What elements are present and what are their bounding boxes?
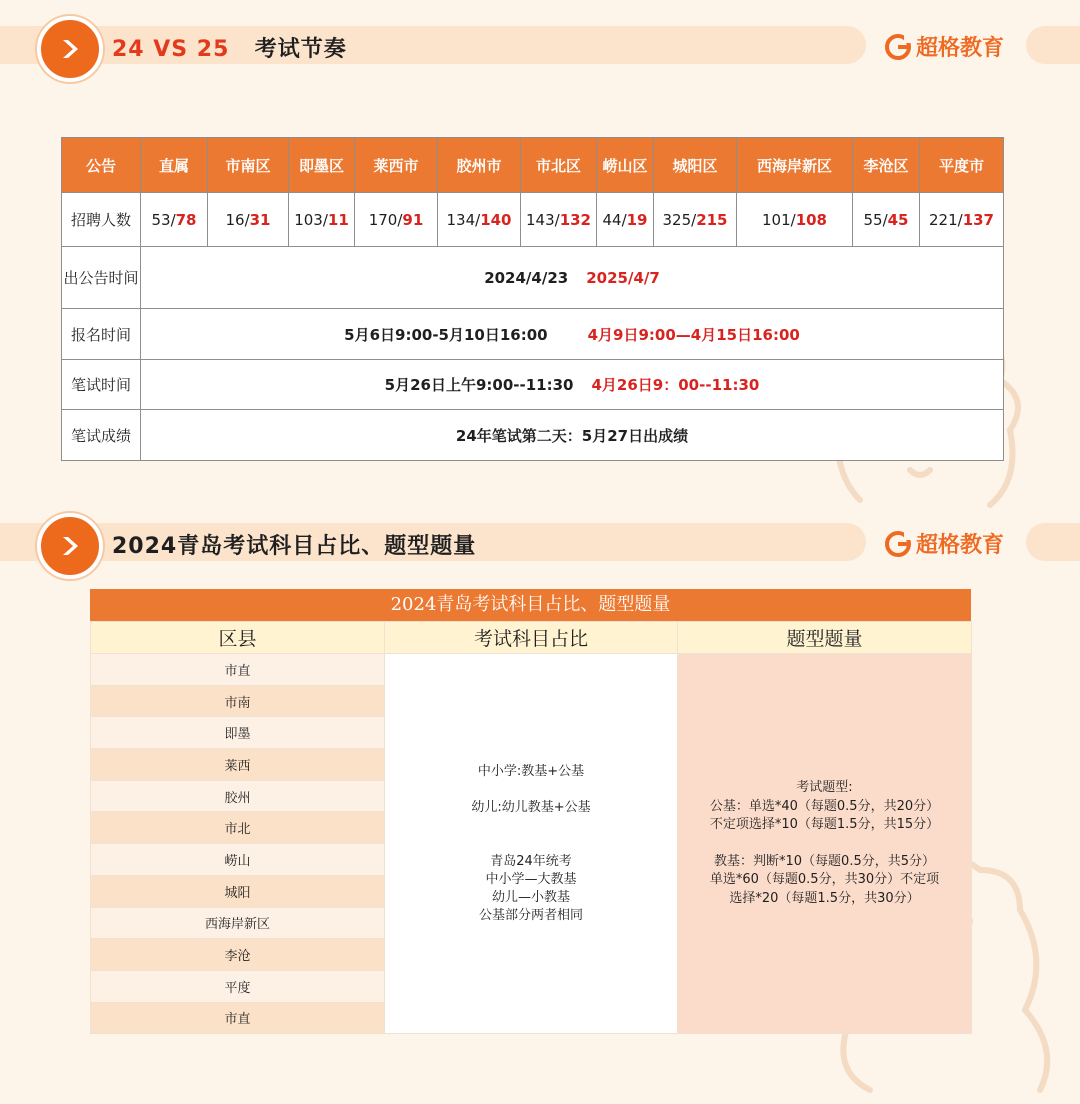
count-2025: 19 <box>626 210 648 229</box>
count-2024: 55/ <box>863 210 888 229</box>
header-cell: 题型题量 <box>678 622 972 654</box>
district-cell: 市直 <box>91 1002 385 1034</box>
count-2024: 44/ <box>602 210 627 229</box>
chevron-right-icon <box>37 16 103 82</box>
header-cell: 平度市 <box>920 138 1004 193</box>
count-2024: 143/ <box>526 210 560 229</box>
section1-title-vs: 24 VS 25 <box>112 37 230 62</box>
district-cell: 市北 <box>91 812 385 844</box>
row-label: 出公告时间 <box>62 247 141 309</box>
signup-time-cell <box>141 309 1004 360</box>
recruit-count-row <box>62 193 1004 247</box>
subject-line: 公基部分两者相同 <box>478 907 583 923</box>
count-cell <box>597 193 654 247</box>
subject-line: 青岛24年统考 <box>490 853 572 869</box>
section2-header-tail <box>1026 523 1080 561</box>
count-2024: 170/ <box>368 210 403 229</box>
count-2025: 91 <box>402 210 424 229</box>
exam-time-cell <box>141 360 1004 410</box>
brand-g-icon <box>884 33 912 61</box>
header-cell: 即墨区 <box>289 138 355 193</box>
count-2024: 325/ <box>662 210 697 229</box>
score-cell: 24年笔试第二天：5月27日出成绩 <box>141 410 1004 461</box>
header-cell: 莱西市 <box>355 138 438 193</box>
count-cell <box>438 193 521 247</box>
exam-rhythm-table <box>61 137 1004 461</box>
brand-name: 超格教育 <box>916 533 1005 558</box>
header-cell: 区县 <box>91 622 385 654</box>
count-2025: 137 <box>962 210 994 229</box>
brand-name: 超格教育 <box>916 36 1005 61</box>
count-cell <box>920 193 1004 247</box>
header-cell: 直属 <box>141 138 208 193</box>
count-cell <box>355 193 438 247</box>
district-cell: 李沧 <box>91 939 385 971</box>
signup-2024: 5月6日9:00-5月10日16:00 <box>344 325 548 344</box>
row-label: 笔试时间 <box>62 360 141 410</box>
header-cell: 城阳区 <box>654 138 737 193</box>
count-2025: 78 <box>175 210 197 229</box>
count-2025: 31 <box>249 210 271 229</box>
district-cell: 崂山 <box>91 844 385 876</box>
district-cell: 胶州 <box>91 780 385 812</box>
district-cell: 平度 <box>91 970 385 1002</box>
signup-2025: 4月9日9:00—4月15日16:00 <box>587 325 800 344</box>
header-cell: 李沧区 <box>853 138 920 193</box>
row-label: 笔试成绩 <box>62 410 141 461</box>
type-line: 单选*60（每题0.5分，共30分）不定项 <box>709 872 940 888</box>
header-cell: 崂山区 <box>597 138 654 193</box>
count-2024: 221/ <box>929 210 963 229</box>
question-type-cell <box>678 654 972 1034</box>
announce-2025: 2025/4/7 <box>586 268 660 287</box>
exam-2025: 4月26日9：00--11:30 <box>591 376 760 394</box>
header-cell: 胶州市 <box>438 138 521 193</box>
section1-title-text: 考试节奏 <box>254 37 347 62</box>
table-row <box>91 654 972 686</box>
subject-line: 中小学:教基+公基 <box>477 763 585 779</box>
row-label: 报名时间 <box>62 309 141 360</box>
count-cell <box>654 193 737 247</box>
count-cell <box>853 193 920 247</box>
table2-title: 2024青岛考试科目占比、题型题量 <box>90 589 971 621</box>
district-cell: 西海岸新区 <box>91 907 385 939</box>
header-cell: 市南区 <box>208 138 289 193</box>
type-line: 教基：判断*10（每题0.5分，共5分） <box>714 853 935 869</box>
subject-line: 中小学—大教基 <box>485 871 577 887</box>
type-line: 选择*20（每题1.5分，共30分） <box>729 890 920 906</box>
count-2024: 101/ <box>762 210 796 229</box>
section1-title <box>112 32 347 63</box>
count-2025: 140 <box>480 210 512 229</box>
count-2025: 132 <box>559 210 591 229</box>
district-cell: 即墨 <box>91 717 385 749</box>
count-cell <box>208 193 289 247</box>
table1-header-row <box>62 138 1004 193</box>
brand-g-icon <box>884 530 912 558</box>
announce-2024: 2024/4/23 <box>484 268 569 287</box>
section2-title: 2024青岛考试科目占比、题型题量 <box>112 534 477 559</box>
type-line: 考试题型: <box>796 780 853 796</box>
brand-logo <box>884 528 1004 559</box>
section1-header-tail <box>1026 26 1080 64</box>
count-cell <box>289 193 355 247</box>
header-cell: 市北区 <box>521 138 597 193</box>
count-2024: 103/ <box>294 210 328 229</box>
count-2024: 16/ <box>225 210 250 229</box>
score-row <box>62 410 1004 461</box>
district-cell: 市直 <box>91 654 385 686</box>
count-cell <box>521 193 597 247</box>
count-cell <box>141 193 208 247</box>
signup-time-row <box>62 309 1004 360</box>
header-cell: 考试科目占比 <box>385 622 678 654</box>
district-cell: 城阳 <box>91 875 385 907</box>
count-cell <box>737 193 853 247</box>
subject-line: 幼儿—小教基 <box>491 889 570 905</box>
subject-ratio-table <box>90 589 971 1034</box>
district-cell: 市南 <box>91 685 385 717</box>
header-cell: 西海岸新区 <box>737 138 853 193</box>
brand-logo <box>884 31 1004 62</box>
count-2025: 45 <box>887 210 909 229</box>
chevron-right-icon <box>37 513 103 579</box>
count-2024: 134/ <box>446 210 481 229</box>
table2-header-row <box>91 622 972 654</box>
announce-time-cell <box>141 247 1004 309</box>
type-line: 公基：单选*40（每题0.5分，共20分） <box>709 798 940 814</box>
count-2025: 11 <box>327 210 349 229</box>
count-2025: 215 <box>696 210 728 229</box>
type-line: 不定项选择*10（每题1.5分，共15分） <box>709 817 940 833</box>
subject-ratio-cell <box>385 654 678 1034</box>
row-label: 招聘人数 <box>62 193 141 247</box>
district-cell: 莱西 <box>91 749 385 781</box>
exam-2024: 5月26日上午9:00--11:30 <box>384 376 574 394</box>
subject-line: 幼儿:幼儿教基+公基 <box>471 799 591 815</box>
header-cell: 公告 <box>62 138 141 193</box>
announce-time-row <box>62 247 1004 309</box>
count-2025: 108 <box>795 210 827 229</box>
exam-time-row <box>62 360 1004 410</box>
count-2024: 53/ <box>151 210 176 229</box>
